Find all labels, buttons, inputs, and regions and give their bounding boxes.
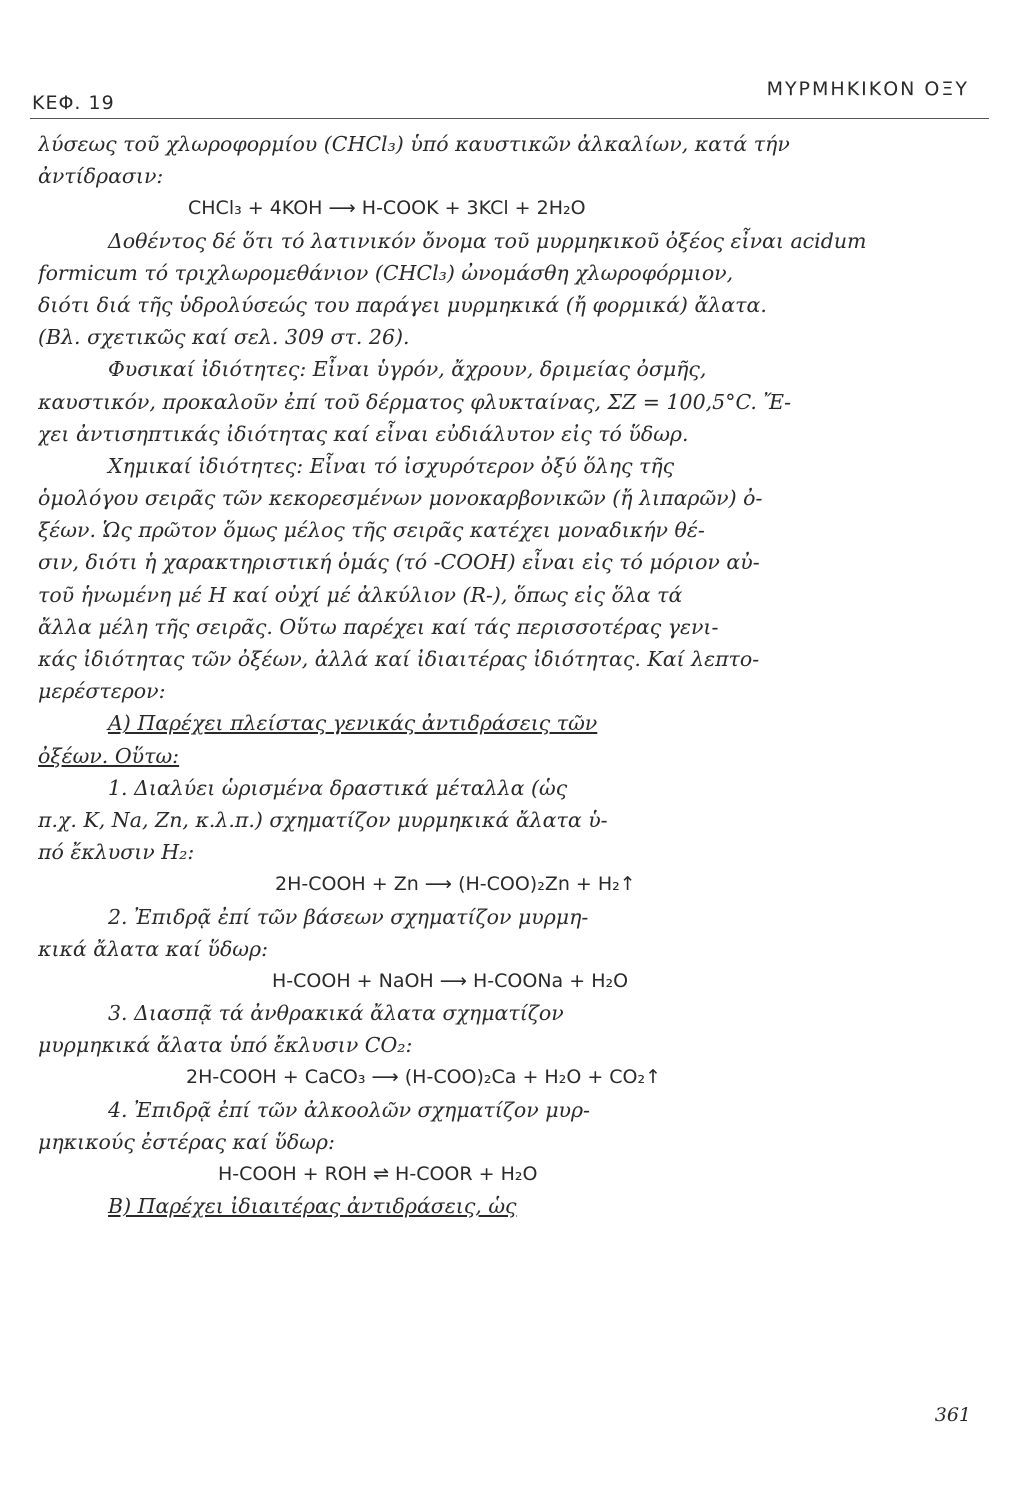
text-line: καυστικόν, προκαλοῦν ἐπί τοῦ δέρματος φλυκταίνας, ΣΖ = 100,5°C. Ἔ- <box>38 389 792 414</box>
subheading-a: Α) Παρέχει πλείστας γενικάς ἀντιδράσεις τῶν <box>108 711 598 736</box>
text-line: μηκικούς ἐστέρας καί ὕδωρ: <box>38 1129 335 1154</box>
text-line: διότι διά τῆς ὑδρολύσεώς του παράγει μυρμηκικά (ἤ φορμικά) ἄλατα. <box>38 292 767 317</box>
chemical-equation: 2H-COOH + CaCO₃ ⟶ (H-COO)₂Ca + H₂O + CO₂↑ <box>186 1066 662 1089</box>
text-line: χει ἀντισηπτικάς ἰδιότητας καί εἶναι εὐδιάλυτον εἰς τό ὕδωρ. <box>38 421 689 446</box>
running-title: ΜΥΡΜΗΚΙΚΟΝ ΟΞΥ <box>766 78 969 100</box>
text-line: σιν, διότι ἡ χαρακτηριστική ὁμάς (τό -COOH) εἶναι εἰς τό μόριον αὐ- <box>38 550 760 575</box>
section-heading-chemical: Χημικαί ἰδιότητες: Εἶναι τό ἰσχυρότερον ὀξύ ὅλης τῆς <box>108 453 675 478</box>
text-line: τοῦ ἡνωμένη μέ H καί οὐχί μέ ἀλκύλιον (R-), ὅπως εἰς ὅλα τά <box>38 582 683 607</box>
text-line: ὁμολόγου σειρᾶς τῶν κεκορεσμένων μονοκαρβονικῶν (ἤ λιπαρῶν) ὀ- <box>38 486 763 511</box>
text-line: λύσεως τοῦ χλωροφορμίου (CHCl₃) ὑπό καυστικῶν ἀλκαλίων, κατά τήν <box>38 132 790 156</box>
text-line: ἄλλα μέλη τῆς σειρᾶς. Οὕτω παρέχει καί τάς περισσοτέρας γενι- <box>38 614 719 639</box>
chemical-equation: H-COOH + NaOH ⟶ H-COONa + H₂O <box>272 969 629 992</box>
text-line: ἀντίδρασιν: <box>38 164 164 189</box>
text-line: ξέων. Ὡς πρῶτον ὅμως μέλος τῆς σειρᾶς κατέχει μοναδικήν θέ- <box>38 518 705 543</box>
text-line: μερέστερον: <box>38 679 166 704</box>
list-item: 2. Ἐπιδρᾷ ἐπί τῶν βάσεων σχηματίζον μυρμη- <box>108 904 589 929</box>
subheading-b: Β) Παρέχει ἰδιαιτέρας ἀντιδράσεις, ὡς <box>108 1194 517 1219</box>
handwritten-text-body <box>38 128 993 1222</box>
text-line: κικά ἄλατα καί ὕδωρ: <box>38 936 268 961</box>
text-line: (Βλ. σχετικῶς καί σελ. 309 στ. 26). <box>38 325 410 350</box>
text-line: κάς ἰδιότητας τῶν ὀξέων, ἀλλά καί ἰδιαιτέρας ἰδιότητας. Καί λεπτο- <box>38 647 760 671</box>
chemical-equation: CHCl₃ + 4KOH ⟶ H-COOK + 3KCl + 2H₂O <box>188 197 586 220</box>
list-item: 4. Ἐπιδρᾷ ἐπί τῶν ἀλκοολῶν σχηματίζον μυρ- <box>108 1097 590 1122</box>
text-line: Δοθέντος δέ ὅτι τό λατινικόν ὄνομα τοῦ μυρμηκικοῦ ὀξέος εἶναι acidum <box>108 228 867 253</box>
text-line: πό ἔκλυσιν H₂: <box>38 840 195 865</box>
list-item: 3. Διασπᾷ τά ἀνθρακικά ἄλατα σχηματίζον <box>108 1001 564 1026</box>
text-line: formicum τό τριχλωρομεθάνιον (CHCl₃) ὠνομάσθη χλωροφόρμιον, <box>38 260 734 285</box>
page-number: 361 <box>934 1404 971 1426</box>
chemical-equation: 2H-COOH + Zn ⟶ (H-COO)₂Zn + H₂↑ <box>275 873 636 896</box>
section-heading-physical: Φυσικαί ἰδιότητες: Εἶναι ὑγρόν, ἄχρουν, δριμείας ὀσμῆς, <box>108 357 707 382</box>
chapter-label: ΚΕΦ. 19 <box>32 92 115 114</box>
text-line: μυρμηκικά ἄλατα ὑπό ἔκλυσιν CO₂: <box>38 1033 413 1058</box>
list-item: 1. Διαλύει ὡρισμένα δραστικά μέταλλα (ὡς <box>108 775 568 800</box>
text-line: ὀξέων. Οὕτω: <box>38 743 180 768</box>
chemical-equation: H-COOH + ROH ⇌ H-COOR + H₂O <box>218 1163 538 1185</box>
header-rule <box>30 118 989 119</box>
text-line: π.χ. K, Na, Zn, κ.λ.π.) σχηματίζον μυρμηκικά ἄλατα ὑ- <box>38 807 608 832</box>
